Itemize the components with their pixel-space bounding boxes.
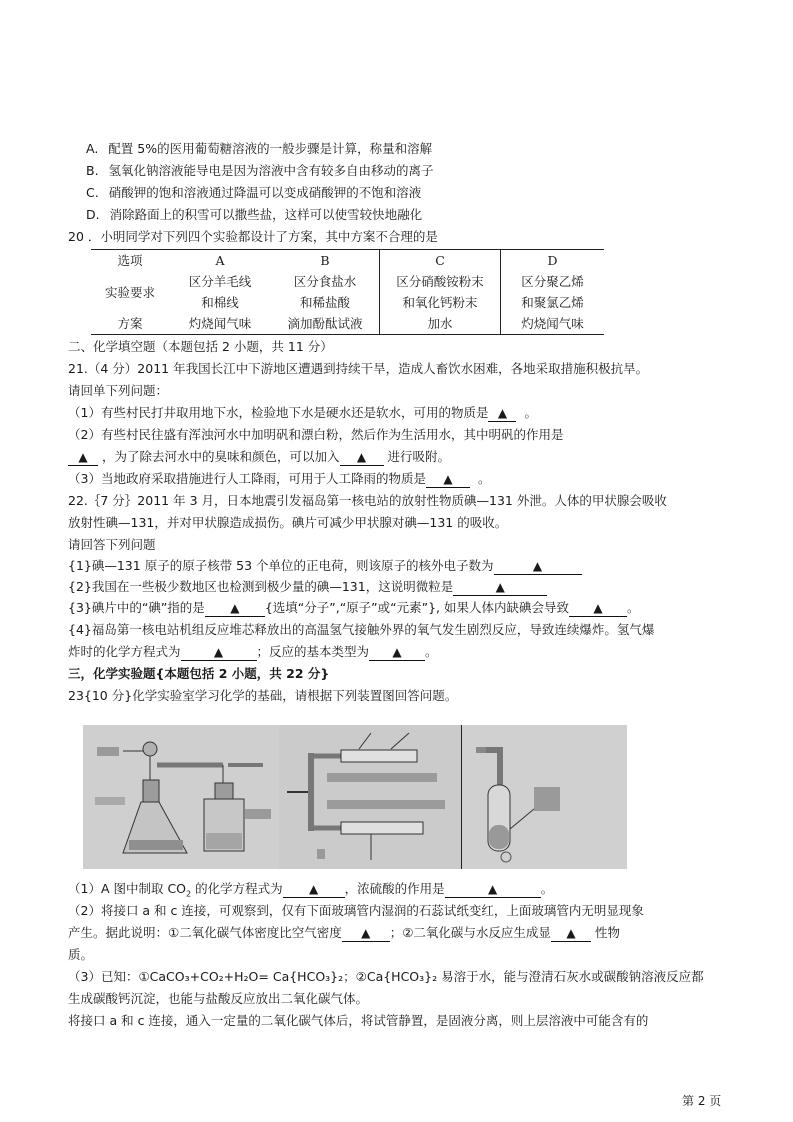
answer-blank[interactable] [283, 881, 345, 898]
question-text: ，为了除去河水中的臭味和颜色，可以加入 [102, 449, 340, 464]
table-row [91, 313, 604, 335]
triangle-icon: ▲ [593, 601, 603, 615]
option-text: 消除路面上的积雪可以撒些盐，这样可以使雪较快地融化 [109, 207, 423, 222]
triangle-icon: ▲ [566, 926, 576, 940]
answer-blank[interactable] [340, 449, 384, 466]
triangle-icon: ▲ [213, 645, 224, 659]
q23-part2b [68, 924, 620, 942]
q23-part3a: （3）已知：①CaCO₃+CO₂+H₂O= Ca{HCO₃}₂；②Ca{HCO₃}₂ 易溶于水，能与澄清石灰水或碳酸钠溶液反应都 [68, 969, 704, 984]
answer-blank[interactable] [488, 405, 516, 422]
triangle-icon: ▲ [495, 580, 505, 594]
q21-part2a: （2）有些村民往盛有浑浊河水中加明矾和漂白粉，然后作为生活用水，其中明矾的作用是 [68, 427, 564, 442]
question-text: 。 [540, 881, 554, 896]
question-text: 进行吸附。 [387, 449, 451, 464]
header-cell: B [271, 250, 380, 272]
table-cell: 和聚氯乙烯 [521, 295, 584, 310]
triangle-icon: ▲ [308, 882, 319, 896]
q23-part3c: 将接口 a 和 c 连接，通入一定量的二氧化碳气体后，将试管静置，是固液分离，则上层溶液中可能含有的 [68, 1013, 649, 1028]
section3-title: 三，化学实验题{本题包括 2 小题，共 22 分} [68, 666, 330, 681]
section2-title: 二、化学填空题（本题包括 2 小题，共 11 分） [68, 339, 333, 354]
answer-blank[interactable] [453, 579, 547, 596]
question-text: 。 [425, 644, 438, 659]
q21-part2b [68, 448, 450, 466]
table-cell: 和氧化钙粉末 [380, 292, 501, 313]
question-text: {3}碘片中的“碘”指的是 [68, 600, 205, 615]
triangle-icon: ▲ [392, 645, 402, 659]
table-cell: 和棉线 [201, 295, 239, 310]
table-cell: 区分食盐水 [271, 271, 380, 292]
table-cell: 区分聚乙烯 [521, 274, 584, 289]
table-cell: 灼烧闻气味 [188, 316, 252, 331]
question-text: 。 [627, 600, 640, 615]
q22-part4b [68, 643, 438, 661]
q22-part4a: {4}福岛第一核电站机组反应堆芯释放出的高温氢气接触外界的氧气发生剧烈反应，导致连续爆炸。氢气爆 [68, 622, 655, 637]
answer-blank[interactable] [551, 925, 591, 942]
q22-part1 [68, 557, 582, 575]
triangle-icon: ▲ [497, 406, 508, 420]
row-label: 实验要求 [104, 284, 155, 300]
question-text: 炸时的化学方程式为 [68, 644, 181, 659]
q23-part1 [68, 880, 553, 904]
apparatus-b [279, 725, 461, 869]
q19-option-c [86, 184, 421, 202]
answer-blank[interactable] [494, 558, 582, 575]
option-letter: D. [86, 207, 100, 222]
answer-blank[interactable] [569, 600, 627, 617]
q22-part3 [68, 599, 640, 617]
triangle-icon: ▲ [361, 926, 371, 940]
subscript: 2 [186, 889, 192, 899]
q20-stem: 20 ．小明同学对下列四个实验都设计了方案，其中方案不合理的是 [68, 229, 438, 244]
q19-option-a [86, 140, 432, 158]
header-cell: D [547, 253, 558, 268]
q22-part2 [68, 578, 547, 596]
table-row [91, 271, 604, 292]
question-text: （3）当地政府采取措施进行人工降雨，可用于人工降雨的物质是 [68, 471, 426, 486]
flask-apparatus-illustration [83, 725, 279, 869]
q20-table [91, 249, 604, 335]
answer-blank[interactable] [68, 449, 98, 466]
question-text: ；②二氧化碳与水反应生成显 [389, 925, 551, 940]
triangle-icon: ▲ [532, 559, 543, 573]
triangle-icon: ▲ [488, 882, 498, 896]
q23-part2c: 质。 [68, 947, 94, 962]
header-cell: C [380, 250, 501, 272]
q21-part1 [68, 404, 537, 422]
answer-blank[interactable] [426, 471, 470, 488]
q22-stem-line1: 22.｛7 分｝2011 年 3 月，日本地震引发福岛第一核电站的放射性物质碘—131 外泄。人体的甲状腺会吸收 [68, 493, 667, 508]
answer-blank[interactable] [181, 644, 257, 661]
question-text: {1}碘—131 原子的原子核带 53 个单位的正电荷，则该原子的核外电子数为 [68, 558, 494, 573]
header-cell: A [215, 253, 225, 268]
row-label: 方案 [117, 316, 143, 331]
table-cell: 滴加酚酞试液 [271, 313, 380, 335]
q23-stem: 23{10 分}化学实验室学习化学的基础，请根据下列装置图回答问题。 [68, 688, 458, 703]
triangle-icon: ▲ [356, 450, 367, 464]
answer-blank[interactable] [369, 644, 425, 661]
q19-option-d [86, 206, 422, 224]
answer-blank[interactable] [205, 600, 265, 617]
q21-part3 [68, 470, 490, 488]
table-row [91, 250, 604, 272]
question-text: 的化学方程式为 [191, 881, 283, 896]
option-letter: C. [86, 185, 99, 200]
question-text: 产生。据此说明：①二氧化碳气体密度比空气密度 [68, 925, 342, 940]
q23-part3b: 生成碳酸钙沉淀，也能与盐酸反应放出二氧化碳气体。 [68, 991, 369, 1006]
q21-prompt: 请回单下列问题： [68, 383, 169, 398]
apparatus-a [83, 725, 279, 869]
table-cell: 加水 [380, 313, 501, 335]
question-text: {2}我国在一些极少数地区也检测到极少量的碘—131，这说明微粒是 [68, 579, 454, 594]
question-text: 。 [477, 471, 491, 486]
question-text: 性物 [594, 925, 620, 940]
table-cell: 灼烧闻气味 [521, 316, 584, 331]
glass-tube-apparatus-illustration [279, 725, 461, 869]
triangle-icon: ▲ [230, 601, 240, 615]
q21-stem: 21.（4 分）2011 年我国长江中下游地区遭遇到持续干旱，造成人畜饮水困难，各地采取措施积极抗旱。 [68, 361, 649, 376]
question-text: ；反应的基本类型为 [256, 644, 370, 659]
page-number: 第 2 页 [682, 1094, 722, 1108]
table-cell: 和稀盐酸 [271, 292, 380, 313]
question-text: （1）A 图中制取 CO [68, 881, 187, 896]
option-letter: A. [86, 141, 99, 156]
q23-part2a: （2）将接口 a 和 c 连接，可观察到，仅有下面玻璃管内湿润的石蕊试纸变红，上面玻璃管内无明显现象 [68, 903, 644, 918]
apparatus-figure [83, 725, 627, 869]
test-tube-illustration [462, 725, 627, 869]
option-letter: B. [86, 163, 99, 178]
option-text: 硝酸钾的饱和溶液通过降温可以变成硝酸钾的不饱和溶液 [108, 185, 422, 200]
option-text: 氢氧化钠溶液能导电是因为溶液中含有较多自由移动的离子 [108, 163, 434, 178]
q19-option-b [86, 162, 434, 180]
answer-blank[interactable] [445, 881, 541, 898]
option-text: 配置 5%的医用葡萄糖溶液的一般步骤是计算，称量和溶解 [108, 141, 433, 156]
question-text: （1）有些村民打井取用地下水，检验地下水是硬水还是软水，可用的物质是 [68, 405, 489, 420]
triangle-icon: ▲ [78, 450, 88, 464]
header-cell: 选项 [117, 253, 143, 268]
q22-stem-line2: 放射性碘—131，并对甲状腺造成损伤。碘片可减少甲状腺对碘—131 的吸收。 [68, 515, 508, 530]
question-text: {选填“分子”,“原子”或“元素”}, 如果人体内缺碘会导致 [264, 600, 569, 615]
question-text: 。 [524, 405, 537, 420]
table-cell: 区分硝酸铵粉末 [380, 271, 501, 292]
question-text: ，浓硫酸的作用是 [344, 881, 445, 896]
apparatus-c [461, 725, 627, 869]
triangle-icon: ▲ [443, 472, 453, 486]
q22-prompt: 请回答下列问题 [68, 537, 156, 552]
table-cell: 区分羊毛线 [188, 274, 252, 289]
answer-blank[interactable] [342, 925, 390, 942]
